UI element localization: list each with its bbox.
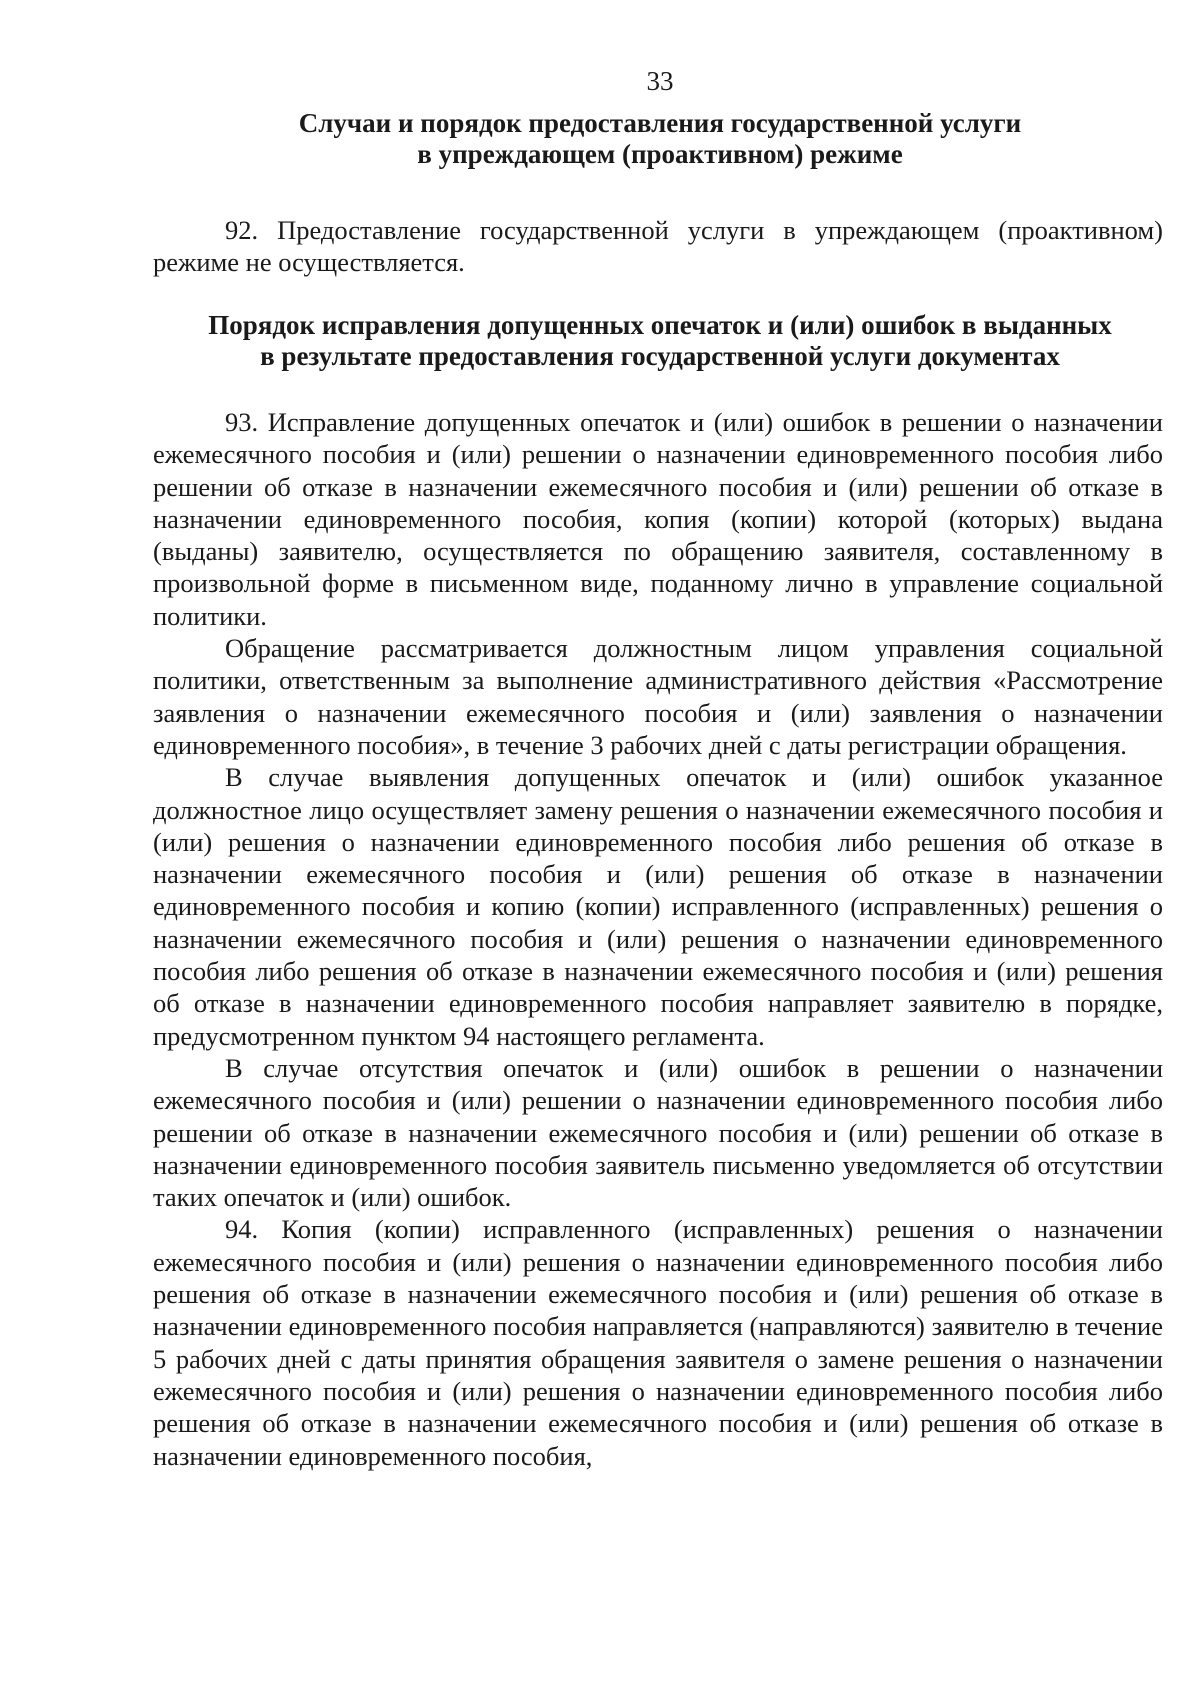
section-heading-error-correction (150, 310, 1170, 372)
paragraph-request-review: Обращение рассматривается должностным лицом управления социальной политики, ответственным за выполнение административного действия «Рассмотрение заявления о назначении ежемесячного пособия и (или) заявления о назначении единовременного пособия», в течение 3 рабочих дней с даты регистрации обращения. (153, 633, 1163, 760)
heading-line: Случаи и порядок предоставления государственной услуги (298, 108, 1022, 138)
section-body-error-correction (153, 406, 1163, 1472)
section-heading-proactive-mode (150, 108, 1170, 170)
section-body-proactive-mode (153, 214, 1163, 279)
heading-line: в результате предоставления государственной услуги документах (260, 341, 1060, 371)
paragraph-92: 92. Предоставление государственной услуги в упреждающем (проактивном) режиме не осуществляется. (153, 215, 1163, 278)
heading-line: в упреждающем (проактивном) режиме (417, 139, 903, 169)
page-number: 33 (646, 66, 674, 96)
paragraph-errors-found: В случае выявления допущенных опечаток и (или) ошибок указанное должностное лицо осуществляет замену решения о назначении ежемесячного пособия и (или) решения о назначении единовременного пособия либо решения об отказе в назначении ежемесячного пособия и (или) решения об отказе в назначении единовременного пособия и копию (копии) исправленного (исправленных) решения о назначении ежемесячного пособия и (или) решения о назначении единовременного пособия либо решения об отказе в назначении ежемесячного пособия и (или) решения об отказе в назначении единовременного пособия направляет заявителю в порядке, предусмотренном пунктом 94 настоящего регламента. (153, 762, 1163, 1051)
paragraph-94: 94. Копия (копии) исправленного (исправленных) решения о назначении ежемесячного пособия и (или) решения о назначении единовременного пособия либо решения об отказе в назначении ежемесячного пособия и (или) решения об отказе в назначении единовременного пособия направляется (направляются) заявителю в течение 5 рабочих дней с даты принятия обращения заявителя о замене решения о назначении ежемесячного пособия и (или) решения о назначении единовременного пособия либо решения об отказе в назначении ежемесячного пособия и (или) решения об отказе в назначении единовременного пособия, (153, 1214, 1163, 1471)
paragraph-93: 93. Исправление допущенных опечаток и (или) ошибок в решении о назначении ежемесячного пособия и (или) решении о назначении единовременного пособия либо решении об отказе в назначении ежемесячного пособия и (или) решении об отказе в назначении единовременного пособия, копия (копии) которой (которых) выдана (выданы) заявителю, осуществляется по обращению заявителя, составленному в произвольной форме в письменном виде, поданному лично в управление социальной политики. (153, 407, 1163, 631)
heading-line: Порядок исправления допущенных опечаток и (или) ошибок в выданных (208, 310, 1112, 340)
paragraph-no-errors: В случае отсутствия опечаток и (или) ошибок в решении о назначении ежемесячного пособия и (или) решении о назначении единовременного пособия либо решении об отказе в назначении ежемесячного пособия и (или) решении об отказе в назначении единовременного пособия заявитель письменно уведомляется об отсутствии таких опечаток и (или) ошибок. (153, 1052, 1163, 1213)
